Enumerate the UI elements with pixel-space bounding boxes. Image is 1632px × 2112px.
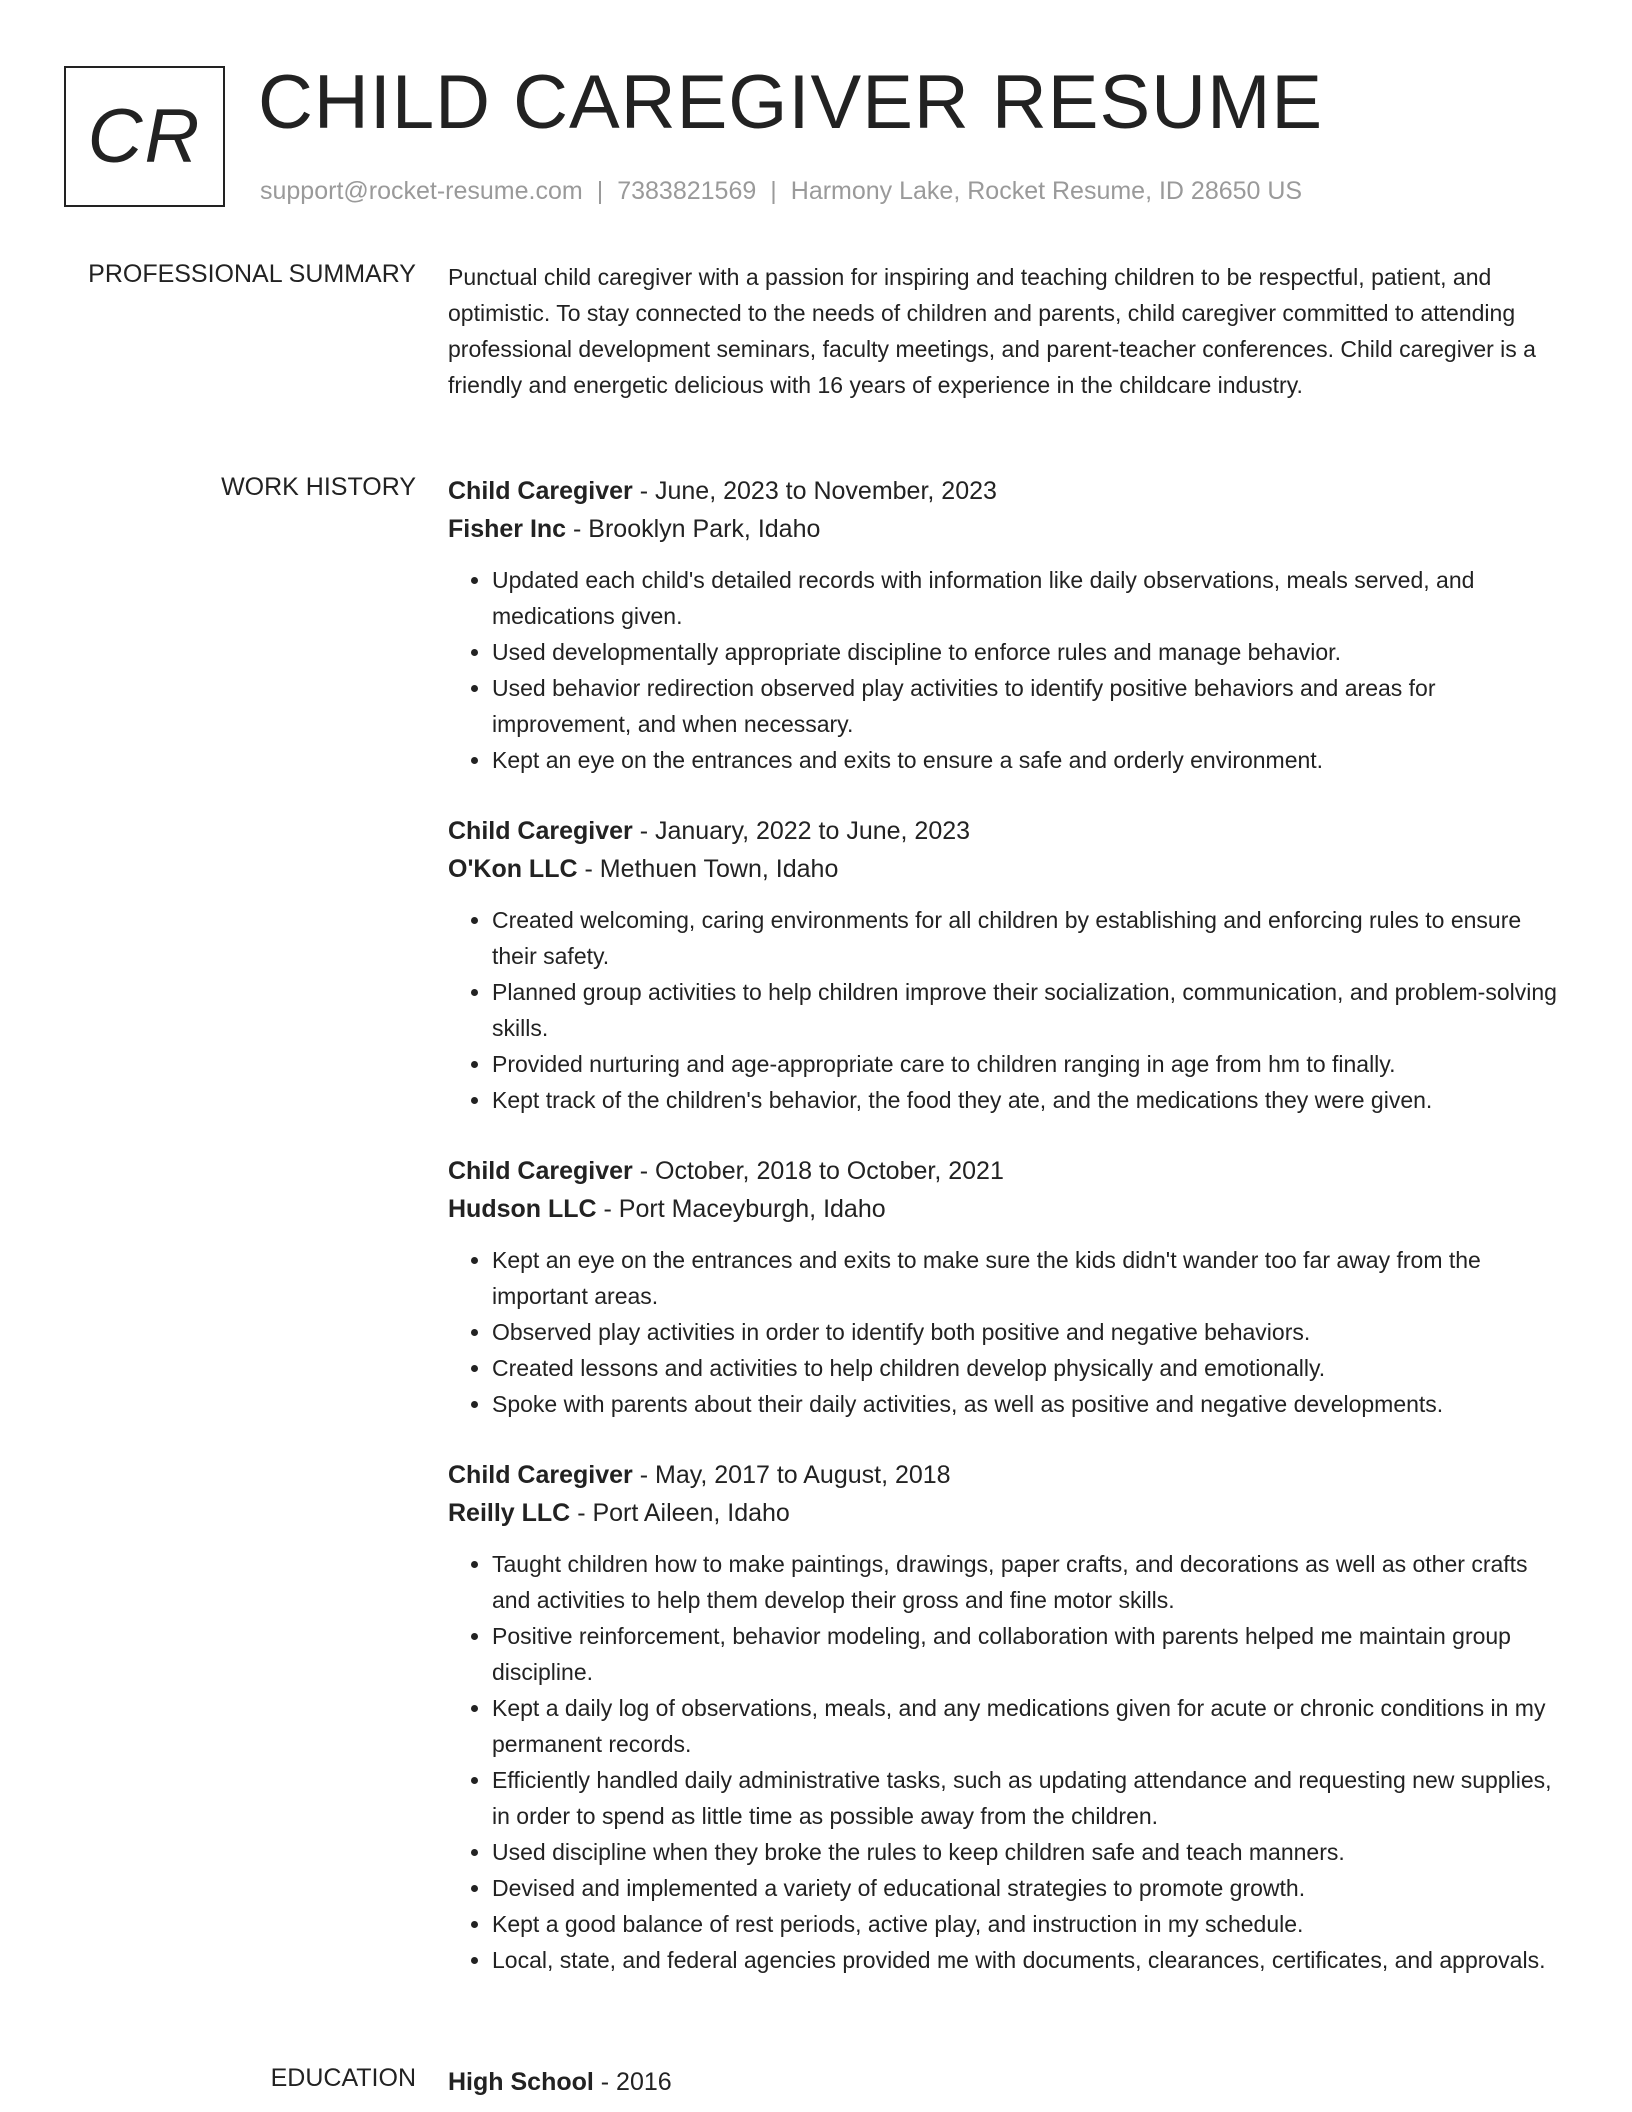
job-bullet: • Taught children how to make paintings, drawings, paper crafts, and decorations as well as other crafts and activities to help them develop their gross and fine motor skills.: [492, 1546, 1570, 1618]
job-bullet: • Local, state, and federal agencies provided me with documents, clearances, certificates, and approvals.: [492, 1942, 1570, 1978]
job-bullet: • Kept a daily log of observations, meals, and any medications given for acute or chronic conditions in my permanent records.: [492, 1690, 1570, 1762]
job-bullet: • Observed play activities in order to identify both positive and negative behaviors.: [492, 1314, 1570, 1350]
job-bullet: • Kept track of the children's behavior, the food they ate, and the medications they were given.: [492, 1082, 1570, 1118]
job-bullet-list: [448, 562, 1570, 778]
page-title: CHILD CAREGIVER RESUME: [258, 60, 1324, 145]
email-text[interactable]: support@rocket-resume.com: [260, 177, 583, 205]
section-heading: WORK HISTORY: [221, 473, 416, 501]
address-text: Harmony Lake, Rocket Resume, ID 28650 US: [790, 177, 1303, 205]
job-bullet: • Created welcoming, caring environments for all children by establishing and enforcing rules to ensure their safety.: [492, 902, 1570, 974]
job-bullet-list: [448, 1546, 1570, 1978]
separator: |: [596, 177, 604, 205]
job-company: Fisher Inc: [448, 515, 567, 543]
job-title-line: [448, 1456, 1570, 1494]
job-entry: [448, 1456, 1570, 1978]
job-dates: - January, 2022 to June, 2023: [632, 817, 971, 845]
job-company-line: [448, 1494, 1570, 1532]
section-heading: EDUCATION: [270, 2064, 416, 2092]
job-bullet: • Updated each child's detailed records with information like daily observations, meals served, and medications given.: [492, 562, 1570, 634]
job-entry: [448, 1152, 1570, 1422]
job-bullet: • Positive reinforcement, behavior modeling, and collaboration with parents helped me maintain group discipline.: [492, 1618, 1570, 1690]
job-company: Hudson LLC: [448, 1195, 597, 1223]
job-title-line: [448, 1152, 1570, 1190]
job-entry: [448, 812, 1570, 1118]
job-bullet: • Used behavior redirection observed play activities to identify positive behaviors and areas for improvement, and when necessary.: [492, 670, 1570, 742]
job-company-line: [448, 850, 1570, 888]
job-title: Child Caregiver: [448, 817, 633, 845]
job-bullet: • Provided nurturing and age-appropriate care to children ranging in age from hm to finally.: [492, 1046, 1570, 1082]
summary-text: Punctual child caregiver with a passion for inspiring and teaching children to be respectful, patient, and optimistic. To stay connected to the needs of children and parents, child caregiver committed to attending professional development seminars, faculty meetings, and parent-teacher conferences. Child caregiver is a friendly and energetic delicious with 16 years of experience in the childcare industry.: [448, 264, 1536, 398]
job-dates: - May, 2017 to August, 2018: [632, 1461, 951, 1489]
job-location: - Methuen Town, Idaho: [577, 855, 839, 883]
job-bullet: • Kept an eye on the entrances and exits to make sure the kids didn't wander too far away from the important areas.: [492, 1242, 1570, 1314]
job-dates: - June, 2023 to November, 2023: [632, 477, 997, 505]
job-bullet-list: [448, 902, 1570, 1118]
job-bullet: • Efficiently handled daily administrative tasks, such as updating attendance and requesting new supplies, in order to spend as little time as possible away from the children.: [492, 1762, 1570, 1834]
work-history-body: [448, 472, 1570, 2012]
job-title-line: [448, 472, 1570, 510]
job-bullet: • Created lessons and activities to help children develop physically and emotionally.: [492, 1350, 1570, 1386]
degree: High School: [448, 2068, 594, 2096]
job-entry: [448, 472, 1570, 778]
section-heading: PROFESSIONAL SUMMARY: [88, 260, 416, 288]
job-bullet: • Devised and implemented a variety of educational strategies to promote growth.: [492, 1870, 1570, 1906]
job-bullet: • Kept a good balance of rest periods, active play, and instruction in my schedule.: [492, 1906, 1570, 1942]
summary-body: [448, 259, 1570, 403]
job-company-line: [448, 1190, 1570, 1228]
job-bullet: • Kept an eye on the entrances and exits to ensure a safe and orderly environment.: [492, 742, 1570, 778]
monogram-logo: CR: [64, 66, 225, 207]
job-title: Child Caregiver: [448, 477, 633, 505]
job-bullet-list: [448, 1242, 1570, 1422]
job-bullet: • Planned group activities to help children improve their socialization, communication, and problem-solving skills.: [492, 974, 1570, 1046]
contact-line: [260, 176, 1302, 206]
job-company: Reilly LLC: [448, 1499, 571, 1527]
job-bullet: • Spoke with parents about their daily activities, as well as positive and negative developments.: [492, 1386, 1570, 1422]
job-bullet: • Used developmentally appropriate discipline to enforce rules and manage behavior.: [492, 634, 1570, 670]
job-title: Child Caregiver: [448, 1157, 633, 1185]
education-body: [448, 2063, 1570, 2101]
separator: |: [770, 177, 777, 205]
job-location: - Port Aileen, Idaho: [570, 1499, 790, 1527]
job-company-line: [448, 510, 1570, 548]
job-dates: - October, 2018 to October, 2021: [632, 1157, 1004, 1185]
education-line: [448, 2063, 1570, 2101]
phone-text[interactable]: 7383821569: [617, 177, 757, 205]
job-title: Child Caregiver: [448, 1461, 633, 1489]
job-location: - Port Maceyburgh, Idaho: [596, 1195, 886, 1223]
job-company: O'Kon LLC: [448, 855, 578, 883]
education-year: - 2016: [593, 2068, 672, 2096]
job-bullet: • Used discipline when they broke the rules to keep children safe and teach manners.: [492, 1834, 1570, 1870]
job-location: - Brooklyn Park, Idaho: [566, 515, 821, 543]
job-title-line: [448, 812, 1570, 850]
